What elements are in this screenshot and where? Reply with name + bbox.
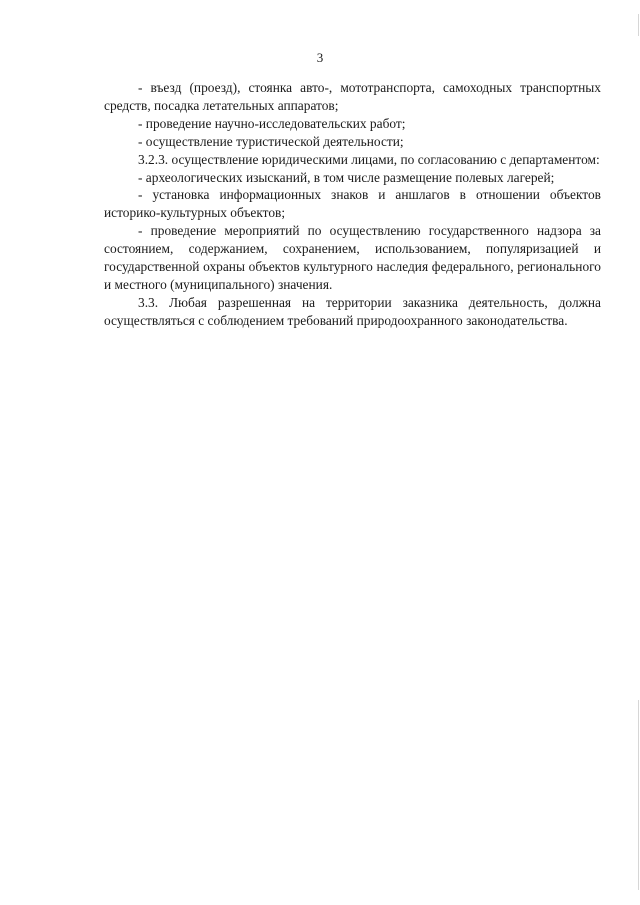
document-body <box>104 79 601 330</box>
list-item-state-supervision: - проведение мероприятий по осуществлению государственного надзора за состоянием, содержанием, сохранением, использованием, популяризацией и государственной охраны объектов культурного наследия федерального, регионального и местного (муниципального) значения. <box>104 223 601 292</box>
clause-3-3: 3.3. Любая разрешенная на территории заказника деятельность, должна осуществляться с соблюдением требований природоохранного законодательства. <box>104 294 601 328</box>
page-number: 3 <box>316 50 324 65</box>
list-item-research-work: - проведение научно-исследовательских работ; <box>138 115 406 131</box>
clause-3-2-3: 3.2.3. осуществление юридическими лицами, по согласованию с департаментом: <box>138 151 600 167</box>
scan-edge-mark <box>638 14 639 36</box>
scan-edge-mark <box>638 700 639 890</box>
list-item-archaeology: - археологических изысканий, в том числе размещение полевых лагерей; <box>138 169 555 185</box>
list-item-tourism: - осуществление туристической деятельности; <box>138 133 404 149</box>
list-item-entry-parking: - въезд (проезд), стоянка авто-, мототранспорта, самоходных транспортных средств, посадка летательных аппаратов; <box>104 80 601 113</box>
list-item-information-signs: - установка информационных знаков и аншлагов в отношении объектов историко-культурных объектов; <box>104 187 601 221</box>
